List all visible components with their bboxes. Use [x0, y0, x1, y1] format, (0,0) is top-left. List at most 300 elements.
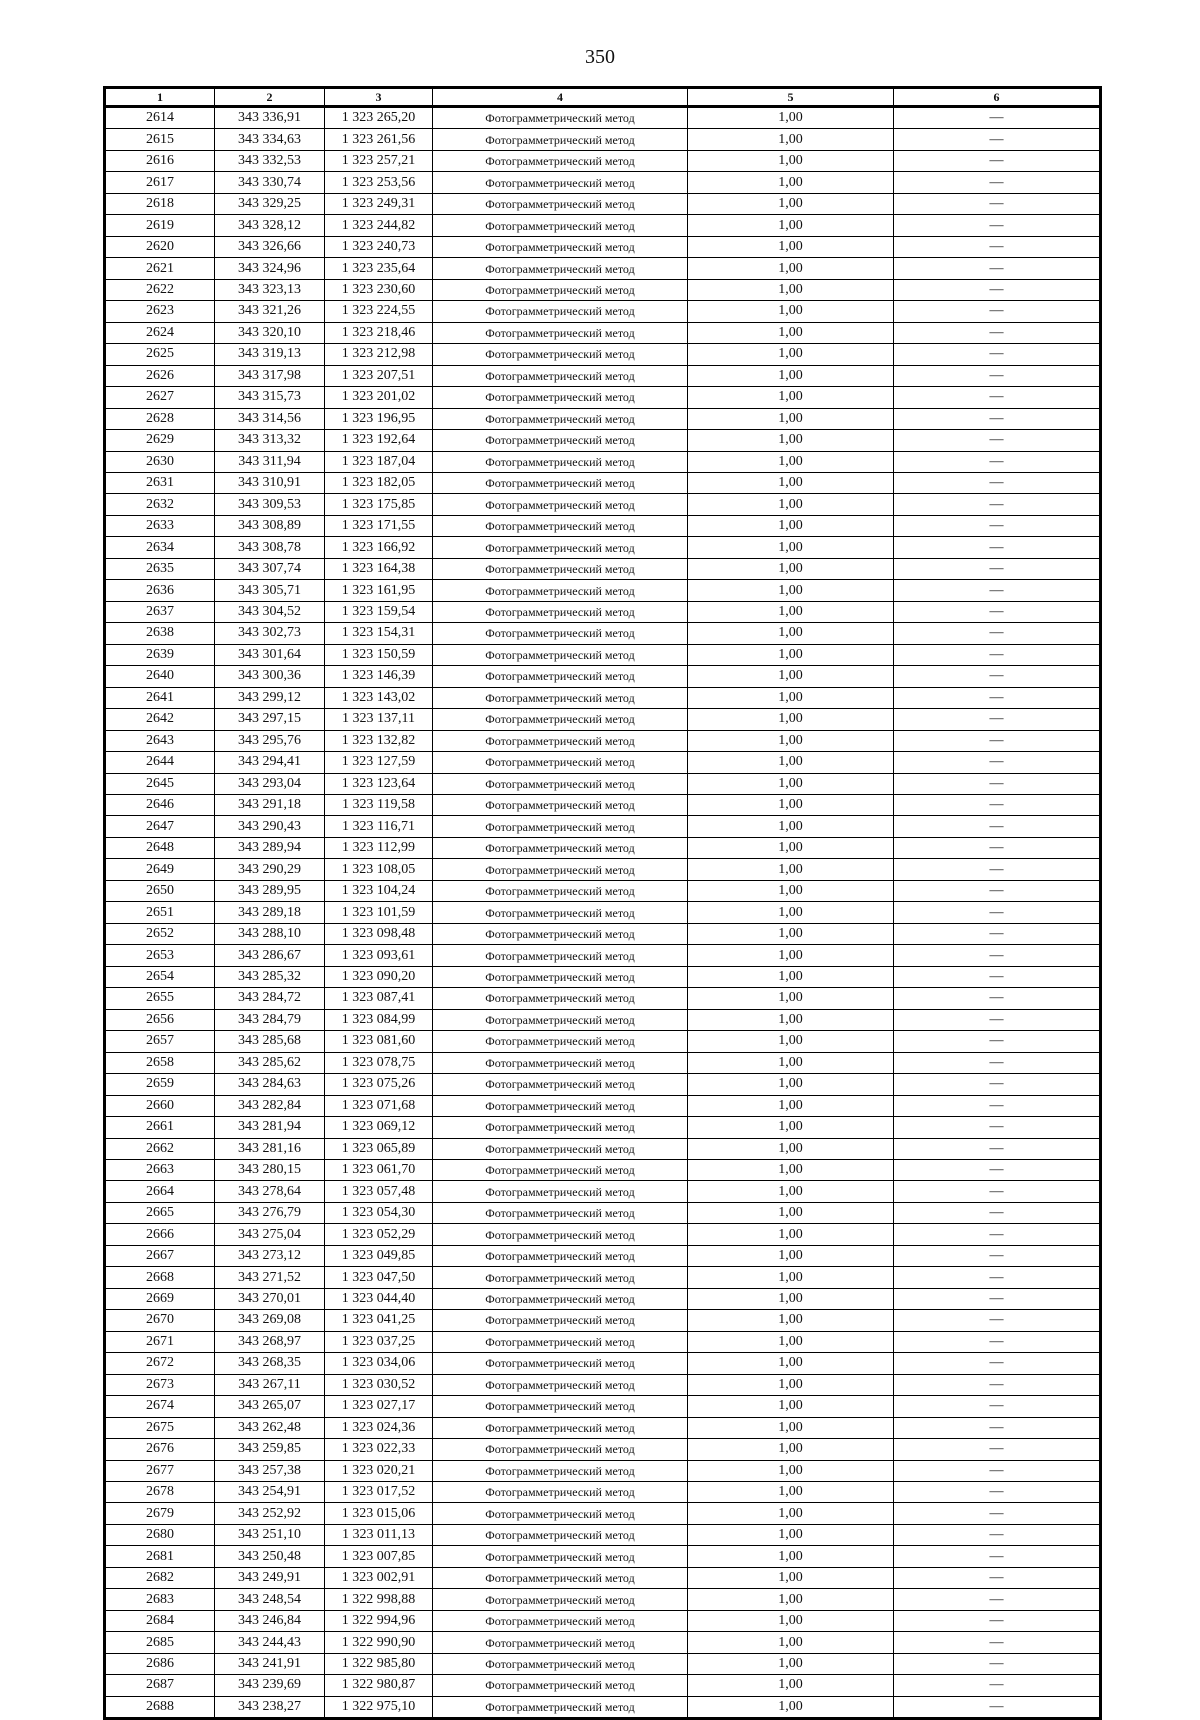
point-number-cell: 2686	[105, 1653, 215, 1674]
description-cell: —	[894, 172, 1101, 193]
point-number-cell: 2687	[105, 1675, 215, 1696]
point-number-cell: 2673	[105, 1374, 215, 1395]
y-coordinate-cell: 1 323 154,31	[325, 623, 433, 644]
description-cell: —	[894, 1353, 1101, 1374]
method-cell: Фотограмметрический метод	[433, 709, 688, 730]
x-coordinate-cell: 343 332,53	[215, 150, 325, 171]
x-coordinate-cell: 343 304,52	[215, 601, 325, 622]
x-coordinate-cell: 343 262,48	[215, 1417, 325, 1438]
x-coordinate-cell: 343 284,72	[215, 988, 325, 1009]
x-coordinate-cell: 343 305,71	[215, 580, 325, 601]
x-coordinate-cell: 343 320,10	[215, 322, 325, 343]
y-coordinate-cell: 1 323 143,02	[325, 687, 433, 708]
table-row	[105, 880, 1101, 901]
point-number-cell: 2619	[105, 215, 215, 236]
description-cell: —	[894, 816, 1101, 837]
description-cell: —	[894, 537, 1101, 558]
y-coordinate-cell: 1 323 235,64	[325, 258, 433, 279]
method-cell: Фотограмметрический метод	[433, 666, 688, 687]
y-coordinate-cell: 1 323 132,82	[325, 730, 433, 751]
point-number-cell: 2681	[105, 1546, 215, 1567]
method-cell: Фотограмметрический метод	[433, 988, 688, 1009]
x-coordinate-cell: 343 288,10	[215, 923, 325, 944]
table-row	[105, 623, 1101, 644]
description-cell: —	[894, 580, 1101, 601]
method-cell: Фотограмметрический метод	[433, 494, 688, 515]
description-cell: —	[894, 365, 1101, 386]
accuracy-cell: 1,00	[688, 1224, 894, 1245]
table-row	[105, 1095, 1101, 1116]
table-row	[105, 1181, 1101, 1202]
method-cell: Фотограмметрический метод	[433, 451, 688, 472]
y-coordinate-cell: 1 323 265,20	[325, 107, 433, 129]
x-coordinate-cell: 343 285,68	[215, 1031, 325, 1052]
description-cell: —	[894, 344, 1101, 365]
x-coordinate-cell: 343 284,79	[215, 1009, 325, 1030]
accuracy-cell: 1,00	[688, 1009, 894, 1030]
x-coordinate-cell: 343 311,94	[215, 451, 325, 472]
table-row	[105, 1224, 1101, 1245]
accuracy-cell: 1,00	[688, 365, 894, 386]
x-coordinate-cell: 343 310,91	[215, 472, 325, 493]
y-coordinate-cell: 1 323 069,12	[325, 1117, 433, 1138]
point-number-cell: 2685	[105, 1632, 215, 1653]
accuracy-cell: 1,00	[688, 558, 894, 579]
y-coordinate-cell: 1 323 164,38	[325, 558, 433, 579]
accuracy-cell: 1,00	[688, 344, 894, 365]
x-coordinate-cell: 343 286,67	[215, 945, 325, 966]
method-cell: Фотограмметрический метод	[433, 1610, 688, 1631]
page-number: 350	[585, 46, 615, 68]
table-row	[105, 601, 1101, 622]
x-coordinate-cell: 343 238,27	[215, 1696, 325, 1718]
method-cell: Фотограмметрический метод	[433, 730, 688, 751]
table-row	[105, 1610, 1101, 1631]
x-coordinate-cell: 343 302,73	[215, 623, 325, 644]
x-coordinate-cell: 343 285,62	[215, 1052, 325, 1073]
description-cell: —	[894, 1095, 1101, 1116]
accuracy-cell: 1,00	[688, 258, 894, 279]
table-row	[105, 1310, 1101, 1331]
method-cell: Фотограмметрический метод	[433, 752, 688, 773]
method-cell: Фотограмметрический метод	[433, 1288, 688, 1309]
x-coordinate-cell: 343 300,36	[215, 666, 325, 687]
accuracy-cell: 1,00	[688, 515, 894, 536]
y-coordinate-cell: 1 323 123,64	[325, 773, 433, 794]
point-number-cell: 2646	[105, 795, 215, 816]
point-number-cell: 2674	[105, 1396, 215, 1417]
y-coordinate-cell: 1 323 071,68	[325, 1095, 433, 1116]
description-cell: —	[894, 408, 1101, 429]
point-number-cell: 2623	[105, 301, 215, 322]
y-coordinate-cell: 1 323 078,75	[325, 1052, 433, 1073]
y-coordinate-cell: 1 323 002,91	[325, 1567, 433, 1588]
x-coordinate-cell: 343 324,96	[215, 258, 325, 279]
accuracy-cell: 1,00	[688, 107, 894, 129]
table-row	[105, 666, 1101, 687]
method-cell: Фотограмметрический метод	[433, 537, 688, 558]
y-coordinate-cell: 1 323 127,59	[325, 752, 433, 773]
x-coordinate-cell: 343 336,91	[215, 107, 325, 129]
x-coordinate-cell: 343 299,12	[215, 687, 325, 708]
accuracy-cell: 1,00	[688, 687, 894, 708]
x-coordinate-cell: 343 301,64	[215, 644, 325, 665]
point-number-cell: 2638	[105, 623, 215, 644]
y-coordinate-cell: 1 323 159,54	[325, 601, 433, 622]
table-row	[105, 687, 1101, 708]
y-coordinate-cell: 1 323 261,56	[325, 129, 433, 150]
x-coordinate-cell: 343 294,41	[215, 752, 325, 773]
description-cell: —	[894, 1482, 1101, 1503]
y-coordinate-cell: 1 323 150,59	[325, 644, 433, 665]
table-row	[105, 193, 1101, 214]
method-cell: Фотограмметрический метод	[433, 1589, 688, 1610]
description-cell: —	[894, 1074, 1101, 1095]
table-row	[105, 988, 1101, 1009]
accuracy-cell: 1,00	[688, 773, 894, 794]
point-number-cell: 2637	[105, 601, 215, 622]
table-row	[105, 580, 1101, 601]
x-coordinate-cell: 343 281,94	[215, 1117, 325, 1138]
method-cell: Фотограмметрический метод	[433, 1546, 688, 1567]
description-cell: —	[894, 258, 1101, 279]
x-coordinate-cell: 343 297,15	[215, 709, 325, 730]
accuracy-cell: 1,00	[688, 408, 894, 429]
description-cell: —	[894, 837, 1101, 858]
description-cell: —	[894, 1696, 1101, 1718]
point-number-cell: 2625	[105, 344, 215, 365]
coordinates-table	[103, 86, 1102, 1720]
description-cell: —	[894, 1138, 1101, 1159]
point-number-cell: 2675	[105, 1417, 215, 1438]
description-cell: —	[894, 623, 1101, 644]
y-coordinate-cell: 1 322 975,10	[325, 1696, 433, 1718]
table-row	[105, 1052, 1101, 1073]
point-number-cell: 2621	[105, 258, 215, 279]
y-coordinate-cell: 1 323 249,31	[325, 193, 433, 214]
accuracy-cell: 1,00	[688, 1117, 894, 1138]
accuracy-cell: 1,00	[688, 709, 894, 730]
description-cell: —	[894, 301, 1101, 322]
table-row	[105, 1331, 1101, 1352]
x-coordinate-cell: 343 290,29	[215, 859, 325, 880]
x-coordinate-cell: 343 244,43	[215, 1632, 325, 1653]
y-coordinate-cell: 1 323 087,41	[325, 988, 433, 1009]
method-cell: Фотограмметрический метод	[433, 902, 688, 923]
point-number-cell: 2653	[105, 945, 215, 966]
x-coordinate-cell: 343 275,04	[215, 1224, 325, 1245]
description-cell: —	[894, 451, 1101, 472]
description-cell: —	[894, 945, 1101, 966]
table-row	[105, 1567, 1101, 1588]
description-cell: —	[894, 988, 1101, 1009]
accuracy-cell: 1,00	[688, 1524, 894, 1545]
description-cell: —	[894, 430, 1101, 451]
accuracy-cell: 1,00	[688, 1589, 894, 1610]
point-number-cell: 2679	[105, 1503, 215, 1524]
method-cell: Фотограмметрический метод	[433, 365, 688, 386]
method-cell: Фотограмметрический метод	[433, 1632, 688, 1653]
description-cell: —	[894, 279, 1101, 300]
method-cell: Фотограмметрический метод	[433, 773, 688, 794]
y-coordinate-cell: 1 323 020,21	[325, 1460, 433, 1481]
table-header-row	[105, 88, 1101, 107]
y-coordinate-cell: 1 323 017,52	[325, 1482, 433, 1503]
table-row	[105, 451, 1101, 472]
y-coordinate-cell: 1 323 230,60	[325, 279, 433, 300]
y-coordinate-cell: 1 322 990,90	[325, 1632, 433, 1653]
method-cell: Фотограмметрический метод	[433, 1524, 688, 1545]
accuracy-cell: 1,00	[688, 601, 894, 622]
accuracy-cell: 1,00	[688, 1567, 894, 1588]
method-cell: Фотограмметрический метод	[433, 623, 688, 644]
table-row	[105, 1417, 1101, 1438]
point-number-cell: 2644	[105, 752, 215, 773]
accuracy-cell: 1,00	[688, 1396, 894, 1417]
accuracy-cell: 1,00	[688, 472, 894, 493]
point-number-cell: 2635	[105, 558, 215, 579]
point-number-cell: 2655	[105, 988, 215, 1009]
description-cell: —	[894, 923, 1101, 944]
table-row	[105, 1653, 1101, 1674]
accuracy-cell: 1,00	[688, 988, 894, 1009]
x-coordinate-cell: 343 268,97	[215, 1331, 325, 1352]
table-row	[105, 344, 1101, 365]
table-row	[105, 1288, 1101, 1309]
accuracy-cell: 1,00	[688, 816, 894, 837]
description-cell: —	[894, 1632, 1101, 1653]
accuracy-cell: 1,00	[688, 1310, 894, 1331]
description-cell: —	[894, 966, 1101, 987]
accuracy-cell: 1,00	[688, 451, 894, 472]
x-coordinate-cell: 343 268,35	[215, 1353, 325, 1374]
table-row	[105, 644, 1101, 665]
accuracy-cell: 1,00	[688, 129, 894, 150]
point-number-cell: 2628	[105, 408, 215, 429]
description-cell: —	[894, 644, 1101, 665]
accuracy-cell: 1,00	[688, 1417, 894, 1438]
method-cell: Фотограмметрический метод	[433, 1052, 688, 1073]
y-coordinate-cell: 1 323 182,05	[325, 472, 433, 493]
description-cell: —	[894, 1181, 1101, 1202]
x-coordinate-cell: 343 330,74	[215, 172, 325, 193]
y-coordinate-cell: 1 323 240,73	[325, 236, 433, 257]
point-number-cell: 2616	[105, 150, 215, 171]
description-cell: —	[894, 107, 1101, 129]
y-coordinate-cell: 1 323 047,50	[325, 1267, 433, 1288]
x-coordinate-cell: 343 328,12	[215, 215, 325, 236]
table-row	[105, 558, 1101, 579]
point-number-cell: 2650	[105, 880, 215, 901]
accuracy-cell: 1,00	[688, 1181, 894, 1202]
column-header-1: 1	[105, 88, 215, 107]
accuracy-cell: 1,00	[688, 1353, 894, 1374]
y-coordinate-cell: 1 323 061,70	[325, 1159, 433, 1180]
accuracy-cell: 1,00	[688, 1267, 894, 1288]
y-coordinate-cell: 1 323 027,17	[325, 1396, 433, 1417]
y-coordinate-cell: 1 323 218,46	[325, 322, 433, 343]
y-coordinate-cell: 1 323 022,33	[325, 1439, 433, 1460]
table-row	[105, 1439, 1101, 1460]
accuracy-cell: 1,00	[688, 1632, 894, 1653]
point-number-cell: 2630	[105, 451, 215, 472]
x-coordinate-cell: 343 270,01	[215, 1288, 325, 1309]
point-number-cell: 2617	[105, 172, 215, 193]
description-cell: —	[894, 1117, 1101, 1138]
method-cell: Фотограмметрический метод	[433, 1374, 688, 1395]
point-number-cell: 2654	[105, 966, 215, 987]
point-number-cell: 2676	[105, 1439, 215, 1460]
accuracy-cell: 1,00	[688, 1460, 894, 1481]
y-coordinate-cell: 1 323 201,02	[325, 387, 433, 408]
description-cell: —	[894, 709, 1101, 730]
point-number-cell: 2662	[105, 1138, 215, 1159]
method-cell: Фотограмметрический метод	[433, 301, 688, 322]
method-cell: Фотограмметрический метод	[433, 1159, 688, 1180]
method-cell: Фотограмметрический метод	[433, 1202, 688, 1223]
description-cell: —	[894, 752, 1101, 773]
description-cell: —	[894, 129, 1101, 150]
point-number-cell: 2631	[105, 472, 215, 493]
point-number-cell: 2668	[105, 1267, 215, 1288]
table-row	[105, 1374, 1101, 1395]
column-header-4: 4	[433, 88, 688, 107]
x-coordinate-cell: 343 291,18	[215, 795, 325, 816]
point-number-cell: 2618	[105, 193, 215, 214]
table-row	[105, 1482, 1101, 1503]
method-cell: Фотограмметрический метод	[433, 215, 688, 236]
y-coordinate-cell: 1 322 998,88	[325, 1589, 433, 1610]
method-cell: Фотограмметрический метод	[433, 279, 688, 300]
method-cell: Фотограмметрический метод	[433, 1460, 688, 1481]
point-number-cell: 2671	[105, 1331, 215, 1352]
y-coordinate-cell: 1 323 146,39	[325, 666, 433, 687]
method-cell: Фотограмметрический метод	[433, 150, 688, 171]
x-coordinate-cell: 343 308,89	[215, 515, 325, 536]
point-number-cell: 2615	[105, 129, 215, 150]
accuracy-cell: 1,00	[688, 859, 894, 880]
point-number-cell: 2656	[105, 1009, 215, 1030]
accuracy-cell: 1,00	[688, 150, 894, 171]
description-cell: —	[894, 494, 1101, 515]
y-coordinate-cell: 1 322 994,96	[325, 1610, 433, 1631]
point-number-cell: 2688	[105, 1696, 215, 1718]
method-cell: Фотограмметрический метод	[433, 1245, 688, 1266]
table-row	[105, 387, 1101, 408]
point-number-cell: 2647	[105, 816, 215, 837]
accuracy-cell: 1,00	[688, 1138, 894, 1159]
description-cell: —	[894, 730, 1101, 751]
point-number-cell: 2614	[105, 107, 215, 129]
table-row	[105, 752, 1101, 773]
table-row	[105, 709, 1101, 730]
x-coordinate-cell: 343 329,25	[215, 193, 325, 214]
method-cell: Фотограмметрический метод	[433, 1095, 688, 1116]
x-coordinate-cell: 343 269,08	[215, 1310, 325, 1331]
method-cell: Фотограмметрический метод	[433, 1503, 688, 1524]
x-coordinate-cell: 343 289,95	[215, 880, 325, 901]
x-coordinate-cell: 343 290,43	[215, 816, 325, 837]
table-row	[105, 515, 1101, 536]
point-number-cell: 2642	[105, 709, 215, 730]
x-coordinate-cell: 343 278,64	[215, 1181, 325, 1202]
y-coordinate-cell: 1 323 034,06	[325, 1353, 433, 1374]
method-cell: Фотограмметрический метод	[433, 236, 688, 257]
point-number-cell: 2632	[105, 494, 215, 515]
table-row	[105, 859, 1101, 880]
method-cell: Фотограмметрический метод	[433, 172, 688, 193]
point-number-cell: 2626	[105, 365, 215, 386]
y-coordinate-cell: 1 323 044,40	[325, 1288, 433, 1309]
point-number-cell: 2661	[105, 1117, 215, 1138]
accuracy-cell: 1,00	[688, 279, 894, 300]
point-number-cell: 2640	[105, 666, 215, 687]
description-cell: —	[894, 1288, 1101, 1309]
x-coordinate-cell: 343 241,91	[215, 1653, 325, 1674]
table-row	[105, 1031, 1101, 1052]
accuracy-cell: 1,00	[688, 494, 894, 515]
y-coordinate-cell: 1 323 116,71	[325, 816, 433, 837]
accuracy-cell: 1,00	[688, 1159, 894, 1180]
x-coordinate-cell: 343 295,76	[215, 730, 325, 751]
method-cell: Фотограмметрический метод	[433, 1353, 688, 1374]
y-coordinate-cell: 1 323 244,82	[325, 215, 433, 236]
method-cell: Фотограмметрический метод	[433, 322, 688, 343]
table-row	[105, 1524, 1101, 1545]
y-coordinate-cell: 1 323 007,85	[325, 1546, 433, 1567]
method-cell: Фотограмметрический метод	[433, 837, 688, 858]
accuracy-cell: 1,00	[688, 430, 894, 451]
description-cell: —	[894, 666, 1101, 687]
table-row	[105, 1138, 1101, 1159]
x-coordinate-cell: 343 309,53	[215, 494, 325, 515]
table-header	[105, 88, 1101, 107]
x-coordinate-cell: 343 257,38	[215, 1460, 325, 1481]
x-coordinate-cell: 343 307,74	[215, 558, 325, 579]
table-row	[105, 1675, 1101, 1696]
method-cell: Фотограмметрический метод	[433, 923, 688, 944]
method-cell: Фотограмметрический метод	[433, 601, 688, 622]
x-coordinate-cell: 343 239,69	[215, 1675, 325, 1696]
x-coordinate-cell: 343 281,16	[215, 1138, 325, 1159]
description-cell: —	[894, 215, 1101, 236]
point-number-cell: 2627	[105, 387, 215, 408]
method-cell: Фотограмметрический метод	[433, 687, 688, 708]
method-cell: Фотограмметрический метод	[433, 1031, 688, 1052]
accuracy-cell: 1,00	[688, 301, 894, 322]
accuracy-cell: 1,00	[688, 837, 894, 858]
y-coordinate-cell: 1 323 101,59	[325, 902, 433, 923]
y-coordinate-cell: 1 323 052,29	[325, 1224, 433, 1245]
table-row	[105, 1632, 1101, 1653]
description-cell: —	[894, 1374, 1101, 1395]
accuracy-cell: 1,00	[688, 945, 894, 966]
x-coordinate-cell: 343 246,84	[215, 1610, 325, 1631]
x-coordinate-cell: 343 280,15	[215, 1159, 325, 1180]
description-cell: —	[894, 515, 1101, 536]
accuracy-cell: 1,00	[688, 795, 894, 816]
accuracy-cell: 1,00	[688, 1610, 894, 1631]
method-cell: Фотограмметрический метод	[433, 193, 688, 214]
description-cell: —	[894, 1460, 1101, 1481]
table-row	[105, 494, 1101, 515]
point-number-cell: 2643	[105, 730, 215, 751]
description-cell: —	[894, 773, 1101, 794]
method-cell: Фотограмметрический метод	[433, 1482, 688, 1503]
description-cell: —	[894, 601, 1101, 622]
y-coordinate-cell: 1 323 207,51	[325, 365, 433, 386]
description-cell: —	[894, 472, 1101, 493]
